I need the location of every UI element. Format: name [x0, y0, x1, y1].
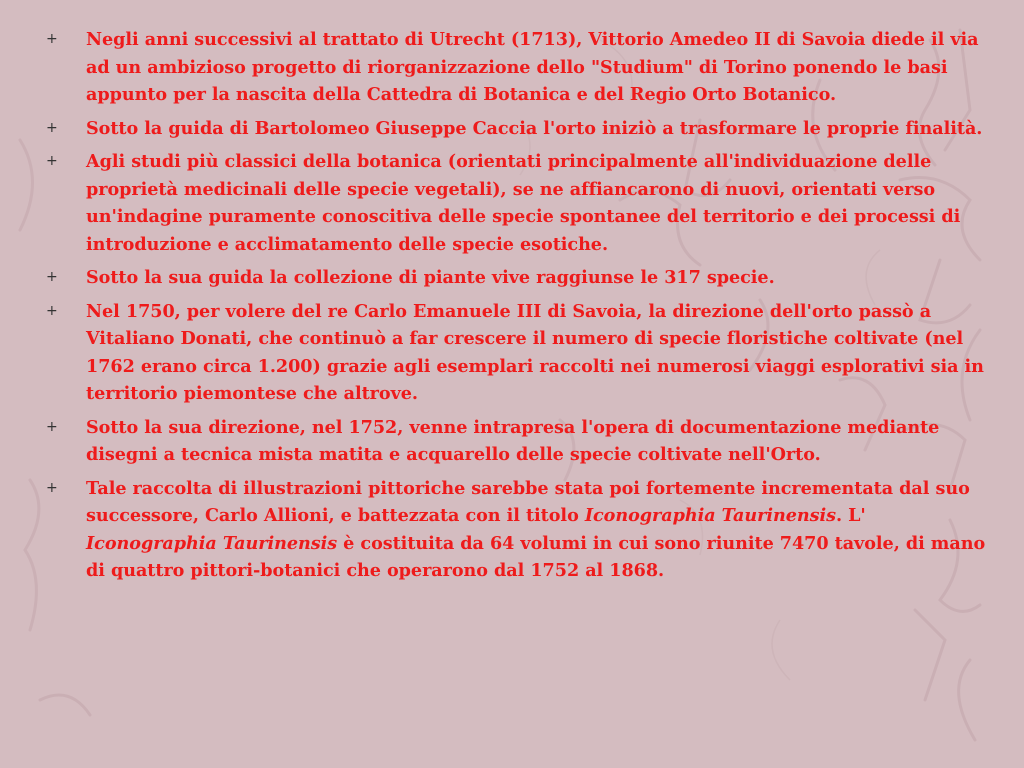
bullet-text: Agli studi più classici della botanica (orientati principalmente all'individuazione delle proprietà medicinali delle specie vegetali), se ne affiancarono di nuovi, orientati verso un'indagine puramente conoscitiva delle specie spontanee del territorio e dei processi di introduzione e acclimatamento delle specie esotiche. — [86, 151, 961, 255]
bullet-plus-icon: + — [46, 31, 58, 47]
bullet-item — [46, 475, 986, 585]
bullet-item — [46, 414, 986, 469]
bullet-item — [46, 298, 986, 408]
bullet-text: Negli anni successivi al trattato di Utrecht (1713), Vittorio Amedeo II di Savoia diede il via ad un ambizioso progetto di riorganizzazione dello "Studium" di Torino ponendo le basi appunto per la nascita della Cattedra di Botanica e del Regio Orto Botanico. — [86, 29, 979, 105]
bullet-list — [46, 26, 986, 591]
bullet-text: Sotto la guida di Bartolomeo Giuseppe Caccia l'orto iniziò a trasformare le proprie finalità. — [86, 117, 983, 139]
bullet-item — [46, 264, 986, 292]
bullet-plus-icon: + — [46, 418, 58, 435]
bullet-plus-icon: + — [46, 479, 58, 496]
bullet-plus-icon: + — [46, 269, 58, 285]
bullet-text: Sotto la sua guida la collezione di piante vive raggiunse le 317 specie. — [86, 267, 775, 288]
bullet-item — [46, 148, 986, 258]
bullet-text: Nel 1750, per volere del re Carlo Emanuele III di Savoia, la direzione dell'orto passò a Vitaliano Donati, che continuò a far crescere il numero di specie floristiche coltivate (nel 1762 erano circa 1.200) grazie agli esemplari raccolti nei numerosi viaggi esplorativi sia in territorio piemontese che altrove. — [86, 300, 984, 404]
bullet-item — [46, 115, 986, 143]
bullet-plus-icon: + — [46, 302, 58, 319]
italic-title: Iconographia Taurinensis — [86, 532, 338, 554]
bullet-text: Sotto la sua direzione, nel 1752, venne intrapresa l'opera di documentazione mediante disegni a tecnica mista matita e acquarello delle specie coltivate nell'Orto. — [86, 416, 940, 465]
bullet-text: è costituita da 64 volumi in cui sono riunite 7470 tavole, di mano di quattro pittori-botanici che operarono dal 1752 al 1868. — [86, 532, 986, 581]
bullet-text: Tale raccolta di illustrazioni pittoriche sarebbe stata poi fortemente incrementata dal suo successore, Carlo Allioni, e battezzata con il titolo — [86, 477, 970, 526]
bullet-text: . L' — [835, 505, 866, 526]
bullet-item — [46, 26, 986, 109]
bullet-plus-icon: + — [46, 119, 58, 136]
italic-title: Iconographia Taurinensis — [584, 505, 836, 526]
bullet-plus-icon: + — [46, 153, 58, 169]
